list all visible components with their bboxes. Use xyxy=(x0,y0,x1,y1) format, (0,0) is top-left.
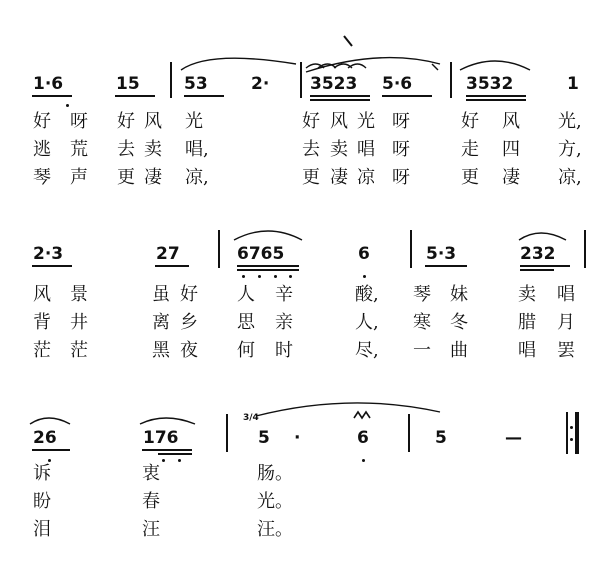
lyric-syllable: 春 xyxy=(142,491,160,512)
lyric-syllable: 呀 xyxy=(392,139,410,160)
note-group: 53 xyxy=(184,74,208,94)
note-group: 5·3 xyxy=(426,244,457,264)
lyric-syllable: 曲 xyxy=(450,340,468,361)
lyric-syllable: 琴 xyxy=(413,284,431,305)
lyric-syllable: 风 xyxy=(502,111,520,132)
lyric-syllable: 亲 xyxy=(275,312,293,333)
note-group: 232 xyxy=(520,244,556,264)
lyric-syllable: 风 xyxy=(330,111,348,132)
note-group: 6765 xyxy=(237,244,285,264)
lyric-syllable: 离 xyxy=(152,312,170,333)
lyric-syllable: 冬 xyxy=(450,312,468,333)
lyric-syllable: 凄 xyxy=(502,167,520,188)
lyric-syllable: 汪 xyxy=(142,519,160,540)
lyric-syllable: 光 xyxy=(357,111,375,132)
note-group: 6 xyxy=(358,244,370,264)
note-group: 6 xyxy=(357,428,369,448)
slur xyxy=(140,418,195,424)
note-group: · xyxy=(294,428,301,448)
note-group: 176 xyxy=(143,428,179,448)
lyric-syllable: 方, xyxy=(558,139,582,160)
lyric-syllable: 好 xyxy=(302,111,320,132)
lyric-syllable: 夜 xyxy=(180,340,198,361)
lyric-syllable: 呀 xyxy=(392,167,410,188)
lyric-syllable: 好 xyxy=(33,111,51,132)
lyric-syllable: 琴 xyxy=(33,167,51,188)
lyric-syllable: 走 xyxy=(461,139,479,160)
lyric-syllable: 唱, xyxy=(185,139,209,160)
lyric-syllable: 妹 xyxy=(450,284,468,305)
lyric-syllable: 人, xyxy=(355,312,379,333)
lyric-syllable: 逃 xyxy=(33,139,51,160)
lyric-syllable: 罢 xyxy=(557,340,575,361)
lyric-syllable: 更 xyxy=(461,167,479,188)
lyric-syllable: 光。 xyxy=(257,491,293,512)
note-group: 3532 xyxy=(466,74,514,94)
lyric-syllable: 更 xyxy=(302,167,320,188)
lyric-syllable: 唱 xyxy=(518,340,536,361)
lyric-syllable: 风 xyxy=(33,284,51,305)
lyric-syllable: 更 xyxy=(117,167,135,188)
lyric-syllable: 四 xyxy=(502,139,520,160)
lyric-syllable: 人 xyxy=(237,284,255,305)
lyric-syllable: 尽, xyxy=(355,340,379,361)
lyric-syllable: 好 xyxy=(180,284,198,305)
lyric-syllable: 乡 xyxy=(180,312,198,333)
lyric-syllable: 虽 xyxy=(152,284,170,305)
note-group: 26 xyxy=(33,428,57,448)
lyric-syllable: 凄 xyxy=(144,167,162,188)
slur xyxy=(181,58,296,70)
lyric-syllable: 黑 xyxy=(152,340,170,361)
lyric-syllable: 好 xyxy=(117,111,135,132)
lyric-syllable: 光 xyxy=(185,111,203,132)
lyric-syllable: 荒 xyxy=(70,139,88,160)
lyric-syllable: 酸, xyxy=(355,284,379,305)
time-signature: 3/4 xyxy=(243,413,259,423)
lyric-syllable: 肠。 xyxy=(257,463,293,484)
note-group: 3523 xyxy=(310,74,358,94)
slur xyxy=(256,403,440,416)
note-group: 2· xyxy=(251,74,270,94)
lyric-syllable: 去 xyxy=(117,139,135,160)
lyric-syllable: 茫 xyxy=(33,340,51,361)
note-group: 5·6 xyxy=(382,74,413,94)
note-group: 27 xyxy=(156,244,180,264)
lyric-syllable: 凉, xyxy=(185,167,209,188)
lyric-syllable: 腊 xyxy=(518,312,536,333)
lyric-syllable: 景 xyxy=(70,284,88,305)
lyric-syllable: 汪。 xyxy=(257,519,293,540)
breath-mark xyxy=(432,64,438,70)
lyric-syllable: 何 xyxy=(237,340,255,361)
lyric-syllable: 风 xyxy=(144,111,162,132)
lyric-syllable: 衷 xyxy=(142,463,160,484)
lyric-syllable: 井 xyxy=(70,312,88,333)
lyric-syllable: 凄 xyxy=(330,167,348,188)
lyric-syllable: 背 xyxy=(33,312,51,333)
lyric-syllable: 声 xyxy=(70,167,88,188)
lyric-syllable: 时 xyxy=(275,340,293,361)
slur xyxy=(519,233,566,240)
note-group: 1 xyxy=(567,74,579,94)
note-group: 15 xyxy=(116,74,140,94)
slur xyxy=(234,231,302,240)
lyric-syllable: 盼 xyxy=(33,491,51,512)
mordent-mark xyxy=(354,412,370,418)
lyric-syllable: 卖 xyxy=(330,139,348,160)
lyric-syllable: 思 xyxy=(237,312,255,333)
lyric-syllable: 凉, xyxy=(558,167,582,188)
lyric-syllable: 一 xyxy=(413,340,431,361)
lyric-syllable: 月 xyxy=(557,312,575,333)
slur xyxy=(460,61,530,70)
lyric-syllable: 辛 xyxy=(275,284,293,305)
lyric-syllable: 好 xyxy=(461,111,479,132)
lyric-syllable: 光, xyxy=(558,111,582,132)
note-group: 1·6 xyxy=(33,74,64,94)
lyric-syllable: 卖 xyxy=(518,284,536,305)
lyric-syllable: 唱 xyxy=(557,284,575,305)
lyric-syllable: 去 xyxy=(302,139,320,160)
lyric-syllable: 寒 xyxy=(413,312,431,333)
lyric-syllable: 茫 xyxy=(70,340,88,361)
accent-mark xyxy=(344,36,352,46)
note-group: — xyxy=(505,428,522,448)
lyric-syllable: 凉 xyxy=(357,167,375,188)
lyric-syllable: 诉 xyxy=(33,463,51,484)
lyric-syllable: 呀 xyxy=(392,111,410,132)
note-group: 5 xyxy=(258,428,270,448)
note-group: 2·3 xyxy=(33,244,64,264)
lyric-syllable: 卖 xyxy=(144,139,162,160)
note-group: 5 xyxy=(435,428,447,448)
slur xyxy=(30,418,70,424)
lyric-syllable: 呀 xyxy=(70,111,88,132)
lyric-syllable: 泪 xyxy=(33,519,51,540)
lyric-syllable: 唱 xyxy=(357,139,375,160)
